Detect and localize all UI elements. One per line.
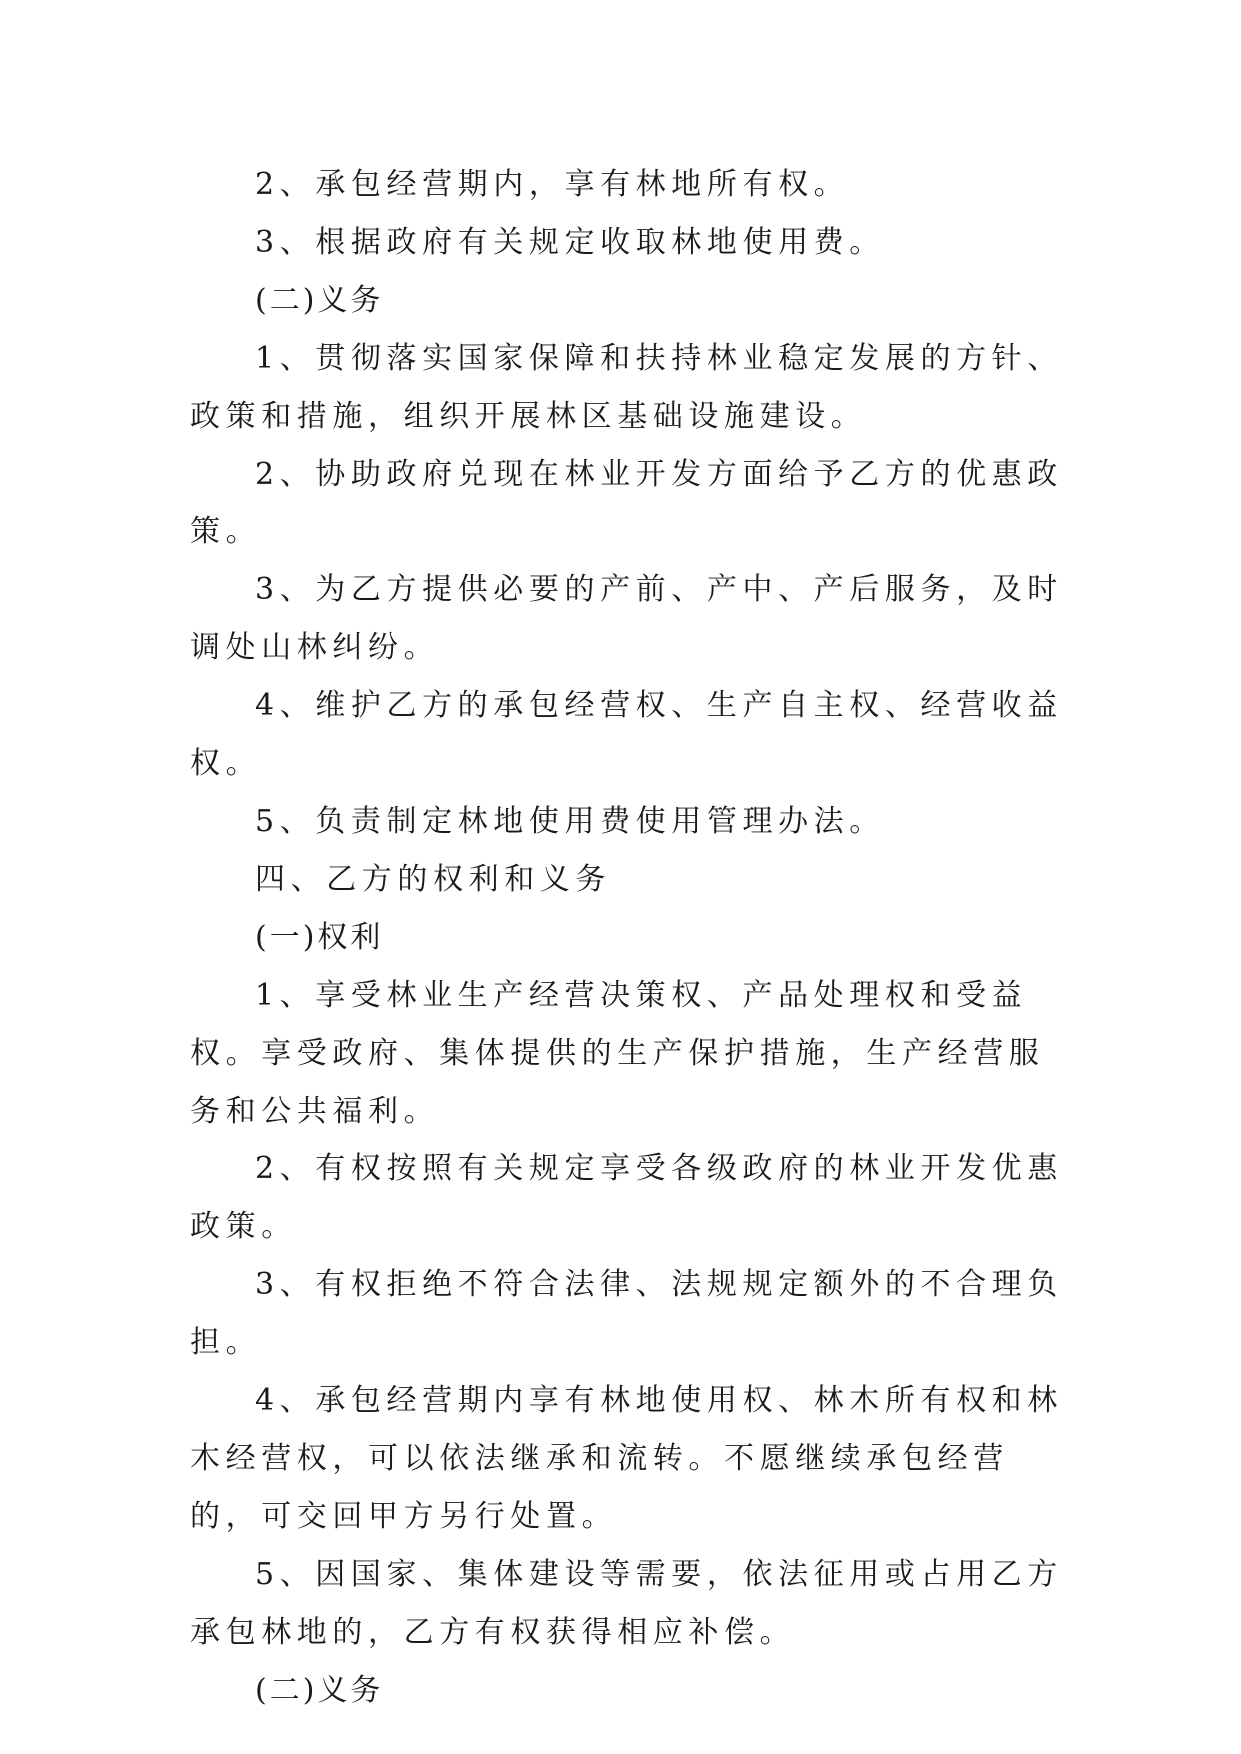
paragraph-right-fee: 3、根据政府有关规定收取林地使用费。 — [255, 224, 885, 260]
paragraph-b-right-4: 4、承包经营期内享有林地使用权、林木所有权和林木经营权，可以依法继承和流转。不愿继续承包经营的，可交回甲方另行处置。 — [190, 1383, 1063, 1534]
paragraph-right-ownership: 2、承包经营期内，享有林地所有权。 — [255, 167, 850, 202]
section-heading-obligations-b: (二)义务 — [255, 1672, 384, 1708]
paragraph-b-right-2: 2、有权按照有关规定享受各级政府的林业开发优惠政策。 — [190, 1151, 1063, 1245]
paragraph-obligation-4: 4、维护乙方的承包经营权、生产自主权、经营收益权。 — [190, 688, 1063, 782]
paragraph-obligation-2: 2、协助政府兑现在林业开发方面给予乙方的优惠政策。 — [190, 456, 1063, 550]
section-heading-party-b: 四、乙方的权利和义务 — [255, 861, 611, 897]
section-heading-obligations-a: (二)义务 — [255, 282, 384, 318]
paragraph-b-right-5: 5、因国家、集体建设等需要，依法征用或占用乙方承包林地的，乙方有权获得相应补偿。 — [190, 1556, 1063, 1650]
section-heading-rights-b: (一)权利 — [255, 919, 384, 955]
paragraph-b-right-1: 1、享受林业生产经营决策权、产品处理权和受益权。享受政府、集体提供的生产保护措施，生产经营服务和公共福利。 — [190, 977, 1045, 1129]
paragraph-obligation-5: 5、负责制定林地使用费使用管理办法。 — [255, 803, 885, 839]
paragraph-obligation-1: 1、贯彻落实国家保障和扶持林业稳定发展的方针、政策和措施，组织开展林区基础设施建设。 — [190, 340, 1063, 434]
paragraph-obligation-3: 3、为乙方提供必要的产前、产中、产后服务，及时调处山林纠纷。 — [190, 572, 1063, 666]
paragraph-b-right-3: 3、有权拒绝不符合法律、法规规定额外的不合理负担。 — [190, 1267, 1063, 1361]
document-body — [190, 156, 1070, 1719]
